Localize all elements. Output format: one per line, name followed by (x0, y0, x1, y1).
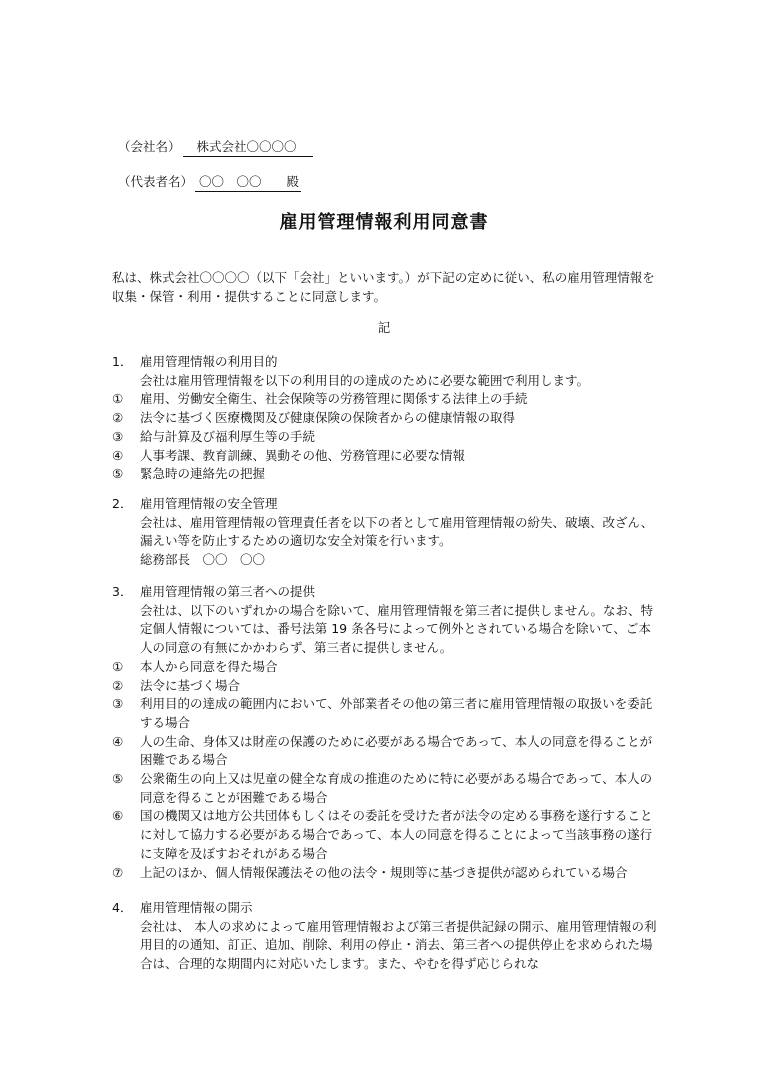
item-text: 雇用、労働安全衛生、社会保険等の労務管理に関係する法律上の手続 (140, 391, 528, 407)
item-mark: ① (112, 658, 124, 674)
list-item (112, 807, 660, 863)
list-item (112, 465, 660, 484)
list-item (112, 658, 660, 677)
item-mark: ⑤ (112, 466, 124, 482)
list-item (112, 770, 660, 807)
item-text: 緊急時の連絡先の把握 (140, 466, 266, 482)
representative-label: （代表者名） (118, 174, 194, 189)
item-mark: ⑤ (112, 771, 124, 787)
item-text: 利用目的の達成の範囲内において、外部業者その他の第三者に雇用管理情報の取扱いを委託する場合 (140, 696, 653, 730)
item-text: 上記のほか、個人情報保護法その他の法令・規則等に基づき提供が認められている場合 (140, 864, 628, 880)
item-text: 国の機関又は地方公共団体もしくはその委託を受けた者が法令の定める事務を遂行することに対して協力する必要がある場合であって、本人の同意を得ることによって当該事務の遂行に支障を及ぼすおそれがある場合 (140, 808, 653, 861)
list-item (112, 428, 660, 447)
section-third-party (112, 583, 660, 882)
section-body: 会社は、以下のいずれかの場合を除いて、雇用管理情報を第三者に提供しません。なお、特定個人情報については、番号法第 19 条各号によって例外とされている場合を除いて、ご本人の同意の有無にかかわらず、第三者に提供しません。 (140, 602, 654, 656)
section-body: 会社は、 本人の求めによって雇用管理情報および第三者提供記録の開示、雇用管理情報の利用目的の通知、訂正、追加、削除、利用の停止・消去、第三者への提供停止を求められた場合は、合理的な期間内に対応いたします。また、やむを得ず応じられな (140, 918, 657, 972)
company-label: （会社名） (118, 139, 181, 154)
list-item (112, 390, 660, 409)
company-line (118, 137, 313, 157)
section-title: 雇用管理情報の安全管理 (140, 496, 278, 511)
item-text: 人事考課、教育訓練、異動その他、労務管理に必要な情報 (140, 447, 466, 463)
item-mark: ④ (112, 447, 124, 463)
item-mark: ⑥ (112, 808, 124, 824)
section-body: 会社は、雇用管理情報の管理責任者を以下の者として雇用管理情報の紛失、破壊、改ざん、漏えい等を防止するための適切な安全対策を行います。 (140, 514, 654, 549)
list-item (112, 677, 660, 696)
section-heading (112, 899, 660, 918)
section-purpose (112, 353, 660, 484)
section-heading (112, 353, 660, 372)
item-mark: ③ (112, 696, 124, 712)
item-text: 法令に基づく場合 (140, 677, 241, 693)
item-text: 給与計算及び福利厚生等の手続 (140, 428, 316, 444)
item-text: 公衆衛生の向上又は児童の健全な育成の推進のために特に必要がある場合であって、本人の同意を得ることが困難である場合 (140, 771, 653, 805)
list-item (112, 409, 660, 428)
item-mark: ② (112, 677, 124, 693)
section-body: 会社は雇用管理情報を以下の利用目的の達成のために必要な範囲で利用します。 (140, 372, 590, 388)
section-heading (112, 495, 660, 514)
item-mark: ① (112, 391, 124, 407)
document-title: 雇用管理情報利用同意書 (279, 212, 489, 233)
representative-name: 〇〇 〇〇 殿 (195, 172, 301, 192)
representative-line (118, 172, 301, 192)
item-mark: ⑦ (112, 864, 124, 880)
ki-heading: 記 (377, 320, 391, 335)
manager-name: 総務部長 〇〇 〇〇 (140, 552, 266, 568)
section-disclosure (112, 899, 660, 974)
list-item (112, 695, 660, 732)
section-title: 雇用管理情報の第三者への提供 (140, 584, 316, 599)
section-number: 2． (112, 496, 133, 511)
section-number: 4． (112, 900, 133, 915)
section-heading (112, 583, 660, 602)
list-item (112, 733, 660, 770)
section-number: 3． (112, 584, 133, 599)
section-title: 雇用管理情報の開示 (140, 900, 253, 915)
list-item (112, 447, 660, 466)
item-text: 法令に基づく医療機関及び健康保険の保険者からの健康情報の取得 (140, 410, 516, 426)
item-mark: ④ (112, 733, 124, 749)
section-security (112, 495, 660, 570)
company-name: 株式会社〇〇〇〇 (183, 137, 313, 157)
section-title: 雇用管理情報の利用目的 (140, 354, 278, 369)
item-mark: ③ (112, 428, 124, 444)
item-text: 人の生命、身体又は財産の保護のために必要がある場合であって、本人の同意を得ることが困難である場合 (140, 733, 653, 768)
intro-paragraph: 私は、株式会社〇〇〇〇（以下「会社」といいます。）が下記の定めに従い、私の雇用管理情報を収集・保管・利用・提供することに同意します。 (112, 270, 655, 304)
section-number: 1． (112, 354, 133, 369)
item-mark: ② (112, 410, 124, 426)
list-item (112, 864, 660, 883)
item-text: 本人から同意を得た場合 (140, 658, 278, 674)
